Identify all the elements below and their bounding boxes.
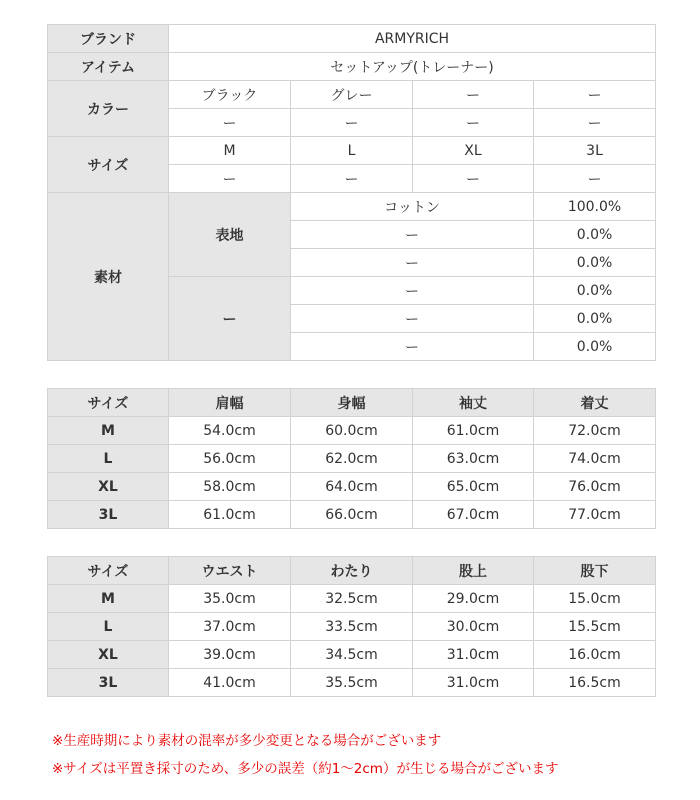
material-fiber: ー [291,277,534,305]
header-cell: 身幅 [291,389,413,417]
table-row [48,641,656,669]
measure-cell: 62.0cm [291,445,413,473]
material-group-name: 表地 [169,193,291,277]
measure-cell: 72.0cm [534,417,656,445]
header-cell: 袖丈 [413,389,534,417]
material-pct: 0.0% [534,305,656,333]
brand-row [48,25,656,53]
color-cell: ー [413,109,534,137]
size-cell: 3L [534,137,656,165]
size-name-cell: M [48,585,169,613]
measure-cell: 15.0cm [534,585,656,613]
header-cell: 着丈 [534,389,656,417]
header-cell: ウエスト [169,557,291,585]
color-cell: ブラック [169,81,291,109]
table-header-row [48,389,656,417]
item-value: セットアップ(トレーナー) [169,53,656,81]
measure-cell: 54.0cm [169,417,291,445]
measure-cell: 31.0cm [413,669,534,697]
item-label: アイテム [48,53,169,81]
table-row [48,669,656,697]
size-cell: ー [291,165,413,193]
material-pct: 0.0% [534,333,656,361]
size-name-cell: M [48,417,169,445]
measure-cell: 35.0cm [169,585,291,613]
size-row [48,137,656,165]
measure-cell: 29.0cm [413,585,534,613]
material-fiber: ー [291,221,534,249]
measure-cell: 63.0cm [413,445,534,473]
header-cell: わたり [291,557,413,585]
color-cell: ー [169,109,291,137]
header-cell: 股下 [534,557,656,585]
measure-cell: 34.5cm [291,641,413,669]
table-row [48,613,656,641]
measure-cell: 67.0cm [413,501,534,529]
measure-cell: 16.0cm [534,641,656,669]
measure-cell: 60.0cm [291,417,413,445]
measure-cell: 65.0cm [413,473,534,501]
size-cell: XL [413,137,534,165]
color-row [48,81,656,109]
material-fiber: ー [291,305,534,333]
measure-cell: 61.0cm [413,417,534,445]
material-pct: 0.0% [534,221,656,249]
material-fiber: ー [291,333,534,361]
brand-value: ARMYRICH [169,25,656,53]
measure-cell: 56.0cm [169,445,291,473]
size-name-cell: L [48,613,169,641]
measure-cell: 61.0cm [169,501,291,529]
header-cell: サイズ [48,389,169,417]
measure-cell: 74.0cm [534,445,656,473]
brand-label: ブランド [48,25,169,53]
measure-cell: 41.0cm [169,669,291,697]
material-pct: 100.0% [534,193,656,221]
size-name-cell: XL [48,641,169,669]
table-row [48,585,656,613]
measure-cell: 15.5cm [534,613,656,641]
color-label: カラー [48,81,169,137]
material-label: 素材 [48,193,169,361]
material-group-name: ー [169,277,291,361]
note-size: ※サイズは平置き採寸のため、多少の誤差（約1～2cm）が生じる場合がございます [52,761,559,777]
size-name-cell: L [48,445,169,473]
color-cell: ー [534,109,656,137]
material-fiber: ー [291,249,534,277]
header-cell: 肩幅 [169,389,291,417]
size-cell: L [291,137,413,165]
top-size-table [47,388,656,529]
size-cell: ー [413,165,534,193]
measure-cell: 35.5cm [291,669,413,697]
size-cell: ー [169,165,291,193]
size-cell: M [169,137,291,165]
measure-cell: 37.0cm [169,613,291,641]
color-cell: グレー [291,81,413,109]
table-header-row [48,557,656,585]
spec-table [47,24,656,361]
table-row [48,473,656,501]
measure-cell: 66.0cm [291,501,413,529]
size-label: サイズ [48,137,169,193]
material-fiber: コットン [291,193,534,221]
table-row [48,417,656,445]
color-cell: ー [291,109,413,137]
measure-cell: 76.0cm [534,473,656,501]
measure-cell: 31.0cm [413,641,534,669]
measure-cell: 39.0cm [169,641,291,669]
bottom-size-table [47,556,656,697]
size-cell: ー [534,165,656,193]
note-material: ※生産時期により素材の混率が多少変更となる場合がございます [52,733,442,749]
size-name-cell: XL [48,473,169,501]
measure-cell: 32.5cm [291,585,413,613]
header-cell: 股上 [413,557,534,585]
size-name-cell: 3L [48,669,169,697]
material-pct: 0.0% [534,277,656,305]
item-row [48,53,656,81]
material-row [48,193,656,221]
header-cell: サイズ [48,557,169,585]
table-row [48,445,656,473]
measure-cell: 77.0cm [534,501,656,529]
measure-cell: 64.0cm [291,473,413,501]
measure-cell: 58.0cm [169,473,291,501]
measure-cell: 30.0cm [413,613,534,641]
color-cell: ー [534,81,656,109]
measure-cell: 16.5cm [534,669,656,697]
size-name-cell: 3L [48,501,169,529]
measure-cell: 33.5cm [291,613,413,641]
color-cell: ー [413,81,534,109]
table-row [48,501,656,529]
material-pct: 0.0% [534,249,656,277]
